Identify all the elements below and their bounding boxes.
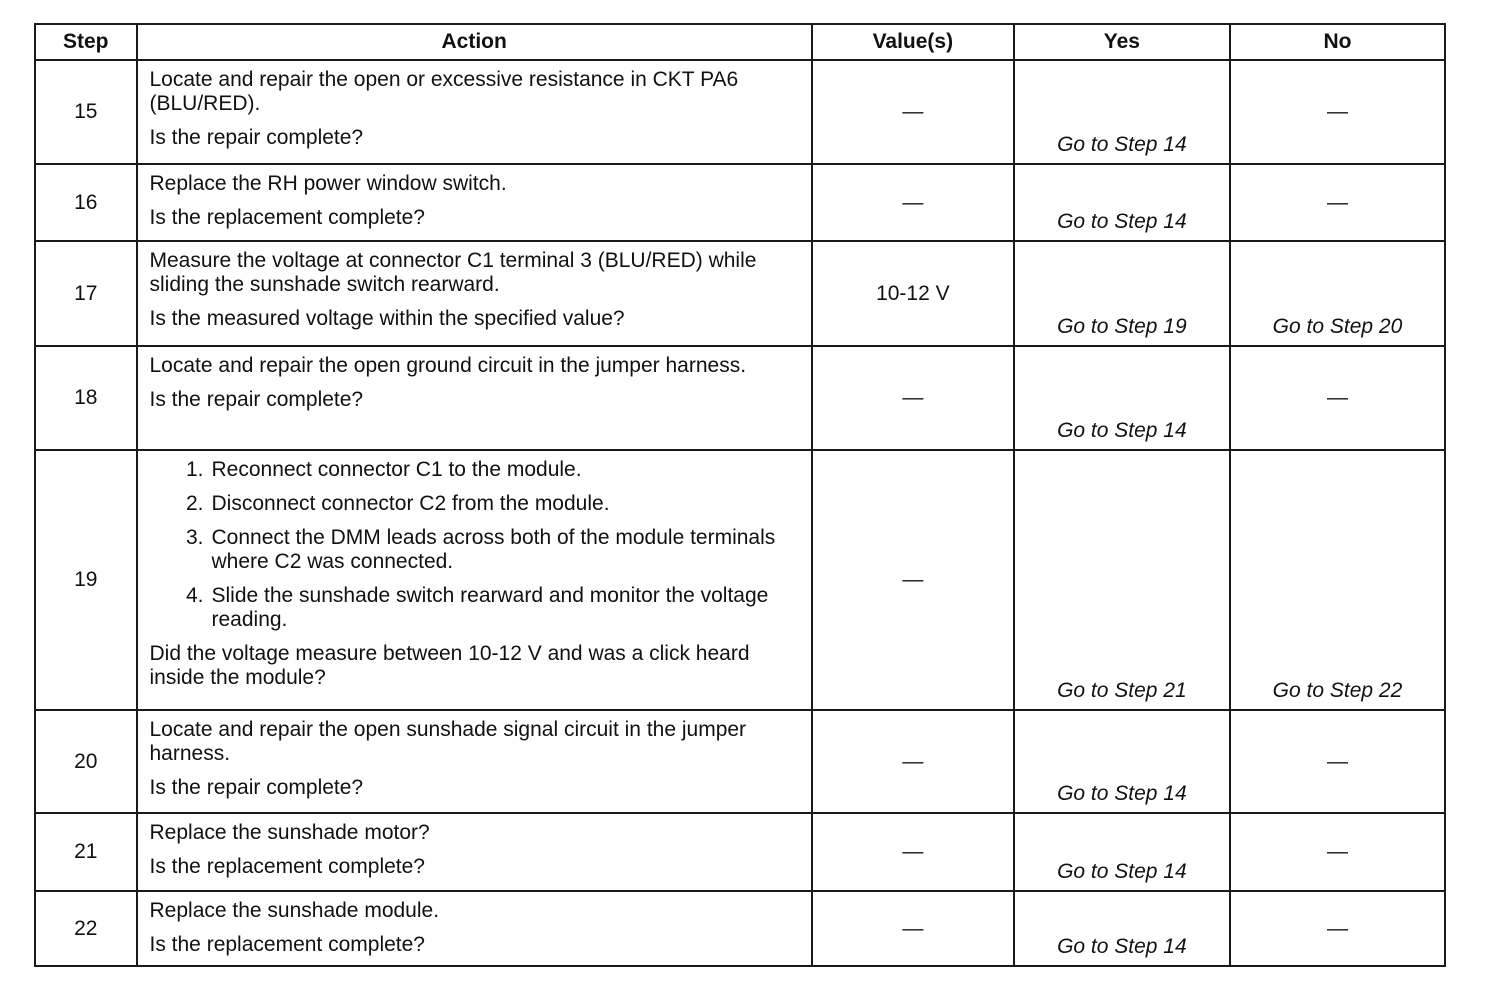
action-cell: [137, 813, 812, 891]
step-number: 15: [35, 60, 137, 164]
substep-text: Disconnect connector C2 from the module.: [211, 492, 610, 515]
no-cell: —: [1230, 813, 1445, 891]
step-number: 21: [35, 813, 137, 891]
yes-cell: Go to Step 14: [1014, 710, 1230, 813]
header-action: Action: [137, 24, 812, 60]
yes-cell: Go to Step 14: [1014, 60, 1230, 164]
action-question: Is the measured voltage within the specified value?: [149, 307, 625, 330]
value-cell: —: [812, 346, 1014, 450]
yes-cell: Go to Step 21: [1014, 450, 1230, 710]
substep-number: 1.: [185, 458, 204, 481]
action-cell: [137, 891, 812, 966]
substep-number: 2.: [185, 492, 204, 515]
yes-cell: Go to Step 14: [1014, 346, 1230, 450]
action-cell: [137, 450, 812, 710]
action-question: Is the replacement complete?: [149, 933, 425, 956]
action-question: Is the replacement complete?: [149, 206, 425, 229]
value-cell: —: [812, 813, 1014, 891]
action-cell: [137, 164, 812, 241]
header-yes: Yes: [1014, 24, 1230, 60]
no-cell: Go to Step 20: [1230, 241, 1445, 346]
action-question: Did the voltage measure between 10-12 V and was a click heard inside the module?: [149, 642, 750, 689]
table-row: [35, 450, 1445, 710]
substep-list: [150, 458, 801, 632]
substep-item: [150, 458, 801, 482]
table-row: [35, 813, 1445, 891]
table-row: [35, 891, 1445, 966]
value-cell: —: [812, 710, 1014, 813]
diagnostic-table: [34, 23, 1446, 967]
action-cell: [137, 346, 812, 450]
step-number: 22: [35, 891, 137, 966]
header-no: No: [1230, 24, 1445, 60]
yes-cell: Go to Step 19: [1014, 241, 1230, 346]
table-row: [35, 710, 1445, 813]
value-cell: 10-12 V: [812, 241, 1014, 346]
header-values: Value(s): [812, 24, 1014, 60]
step-number: 18: [35, 346, 137, 450]
value-cell: —: [812, 450, 1014, 710]
value-cell: —: [812, 164, 1014, 241]
table-row: [35, 164, 1445, 241]
action-description: Locate and repair the open sunshade signal circuit in the jumper harness.: [149, 718, 747, 765]
action-cell: [137, 241, 812, 346]
no-cell: —: [1230, 710, 1445, 813]
no-cell: —: [1230, 60, 1445, 164]
no-cell: —: [1230, 891, 1445, 966]
table-row: [35, 346, 1445, 450]
action-description: Locate and repair the open ground circuit in the jumper harness.: [149, 354, 747, 377]
action-question: Is the repair complete?: [149, 126, 364, 149]
substep-number: 4.: [185, 584, 204, 607]
substep-item: [150, 526, 801, 574]
action-question: Is the repair complete?: [149, 388, 364, 411]
header-step: Step: [35, 24, 137, 60]
no-cell: Go to Step 22: [1230, 450, 1445, 710]
table-row: [35, 60, 1445, 164]
header-row: [35, 24, 1445, 60]
step-number: 20: [35, 710, 137, 813]
substep-text: Slide the sunshade switch rearward and monitor the voltage reading.: [211, 584, 769, 631]
step-number: 19: [35, 450, 137, 710]
yes-cell: Go to Step 14: [1014, 891, 1230, 966]
no-cell: —: [1230, 164, 1445, 241]
yes-cell: Go to Step 14: [1014, 813, 1230, 891]
action-description: Replace the RH power window switch.: [149, 172, 507, 195]
action-question: Is the replacement complete?: [149, 855, 425, 878]
value-cell: —: [812, 60, 1014, 164]
substep-number: 3.: [185, 526, 204, 549]
yes-cell: Go to Step 14: [1014, 164, 1230, 241]
action-description: Replace the sunshade module.: [149, 899, 440, 922]
substep-item: [150, 584, 801, 632]
action-description: Replace the sunshade motor?: [149, 821, 430, 844]
action-cell: [137, 710, 812, 813]
action-cell: [137, 60, 812, 164]
value-cell: —: [812, 891, 1014, 966]
no-cell: —: [1230, 346, 1445, 450]
substep-item: [150, 492, 801, 516]
action-description: Measure the voltage at connector C1 terminal 3 (BLU/RED) while sliding the sunshade switch rearward.: [149, 249, 757, 296]
substep-text: Connect the DMM leads across both of the module terminals where C2 was connected.: [211, 526, 776, 573]
step-number: 17: [35, 241, 137, 346]
action-question: Is the repair complete?: [149, 776, 364, 799]
action-description: Locate and repair the open or excessive resistance in CKT PA6 (BLU/RED).: [149, 68, 739, 115]
substep-text: Reconnect connector C1 to the module.: [211, 458, 582, 481]
table-row: [35, 241, 1445, 346]
step-number: 16: [35, 164, 137, 241]
